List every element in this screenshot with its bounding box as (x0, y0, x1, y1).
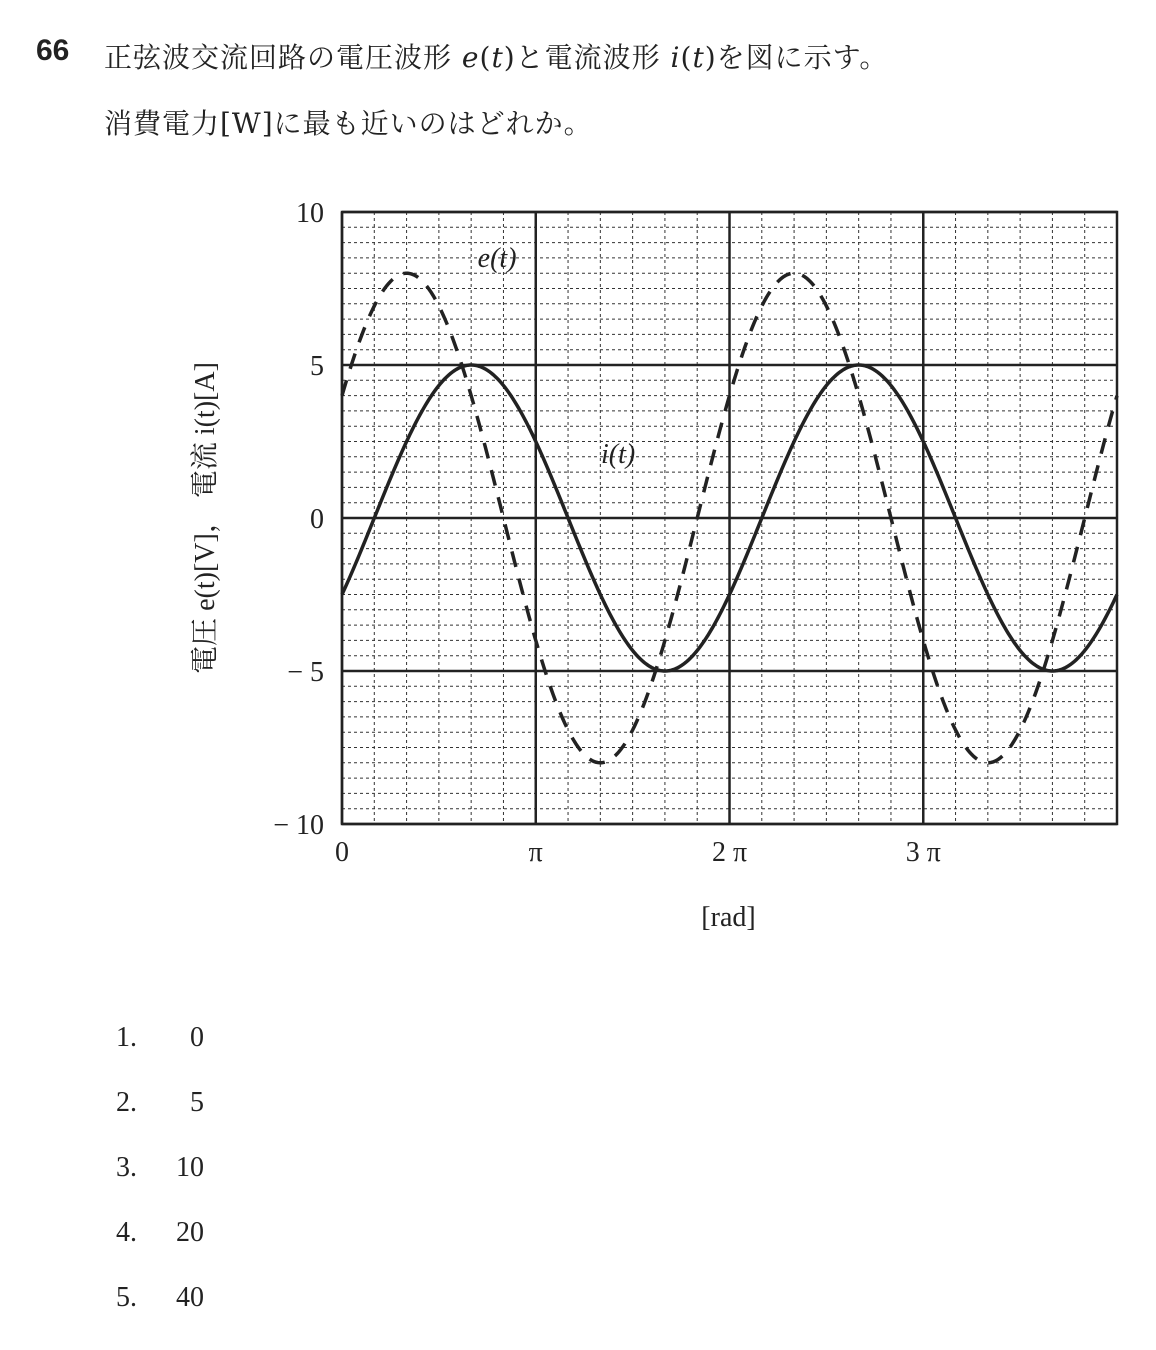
y-tick-label: − 10 (273, 810, 324, 841)
q-e-var: e (461, 41, 480, 74)
choice-3[interactable]: 3. 10 (116, 1152, 204, 1183)
question-text-line2: 消費電力[W]に最も近いのはどれか。 (104, 107, 593, 140)
q-paren-2: ( (680, 41, 693, 74)
x-tick-label: 0 (335, 837, 349, 868)
q-paren-1: ( (479, 41, 492, 74)
x-tick-label: 3 π (905, 837, 941, 868)
y-tick-label: 0 (310, 504, 324, 535)
q-text-2: )と電流波形 (503, 41, 661, 74)
q-t-var-1: t (491, 41, 504, 74)
question-number: 66 (36, 34, 70, 67)
q-text-1: 正弦波交流回路の電圧波形 (104, 41, 453, 74)
y-axis-label: 電圧 e(t)[V]， 電流 i(t)[A] (190, 362, 221, 674)
y-tick-label: − 5 (287, 657, 324, 688)
series-label-i: i(t) (601, 438, 636, 470)
q-i-var: i (670, 41, 681, 74)
choice-2[interactable]: 2. 5 (116, 1087, 204, 1118)
choice-4[interactable]: 4. 20 (116, 1217, 204, 1248)
x-tick-label: π (528, 837, 543, 868)
y-tick-label: 10 (296, 198, 324, 229)
y-tick-label: 5 (310, 351, 324, 382)
q-text-3: )を図に示す。 (704, 41, 889, 74)
series-label-e: e(t) (477, 243, 517, 275)
choice-5[interactable]: 5. 40 (116, 1282, 204, 1313)
answer-choices (116, 1022, 204, 1347)
q-t-var-2: t (692, 41, 705, 74)
choice-1[interactable]: 1. 0 (116, 1022, 204, 1053)
x-axis-label: [rad] (701, 902, 756, 933)
x-tick-label: 2 π (711, 837, 748, 868)
